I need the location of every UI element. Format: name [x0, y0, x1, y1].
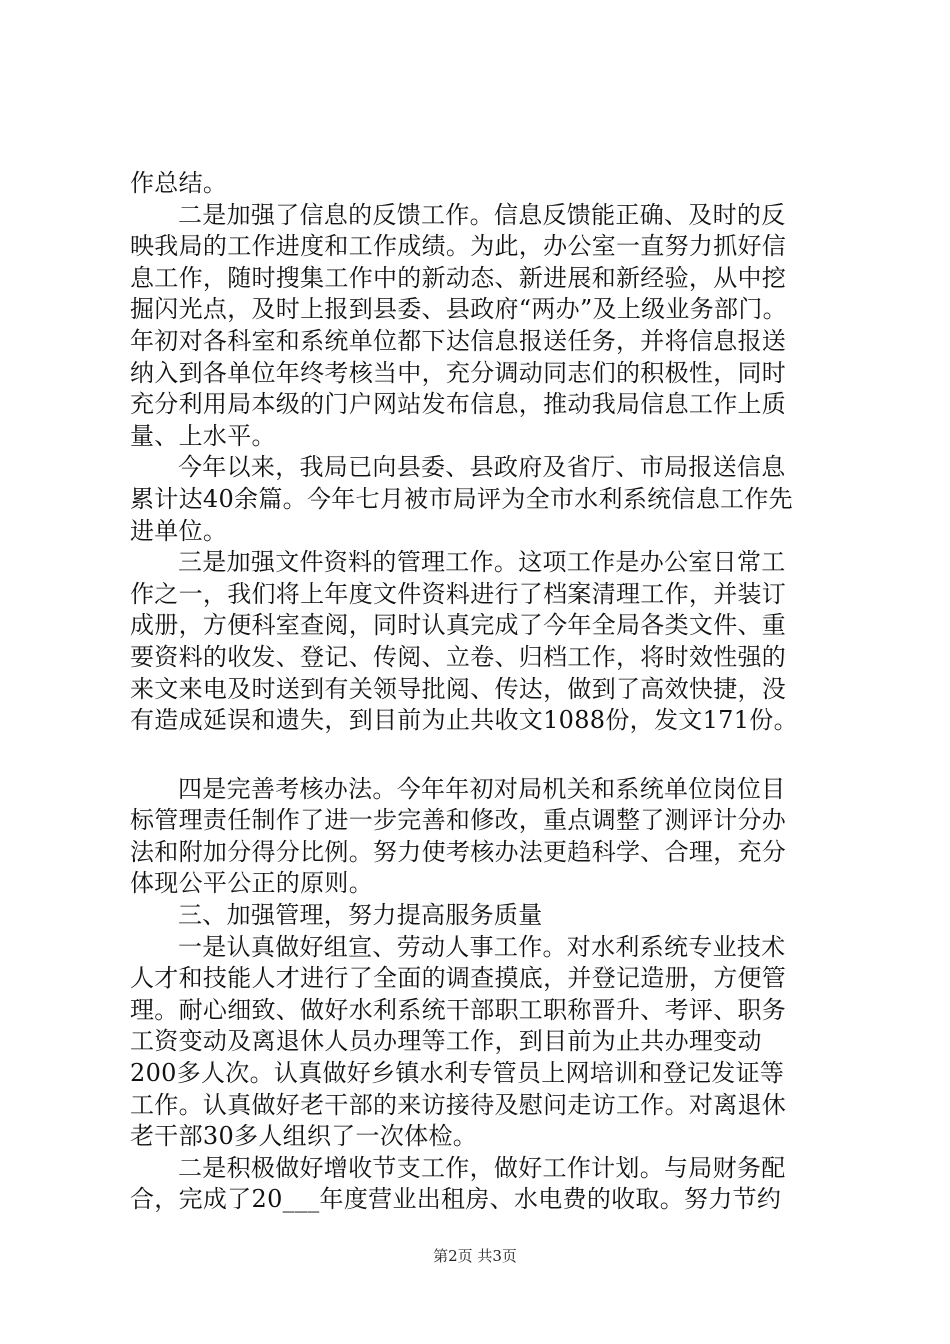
text-line: 要资料的收发、登记、传阅、立卷、归档工作，将时效性强的	[130, 642, 787, 671]
section-heading: 三、加强管理，努力提高服务质量	[178, 901, 543, 930]
text-line: 来文来电及时送到有关领导批阅、传达，做到了高效快捷，没	[130, 674, 787, 703]
text-line: 二是积极做好增收节支工作，做好工作计划。与局财务配	[178, 1153, 786, 1182]
text-line: 纳入到各单位年终考核当中，充分调动同志们的积极性，同时	[130, 358, 787, 387]
text-line: 工资变动及离退休人员办理等工作，到目前为止共办理变动	[130, 1027, 762, 1056]
text-line: 进单位。	[130, 516, 228, 545]
text-line: 有造成延误和遗失，到目前为止共收文1088份，发文171份。	[130, 706, 798, 735]
text-line: 映我局的工作进度和工作成绩。为此，办公室一直努力抓好信	[130, 232, 787, 261]
text-line: 标管理责任制作了进一步完善和修改，重点调整了测评计分办	[130, 806, 787, 835]
paragraph-gap	[130, 737, 830, 774]
text-line: 老干部30多人组织了一次体检。	[130, 1122, 478, 1151]
text-line: 量、上水平。	[130, 421, 276, 450]
text-line: 体现公平公正的原则。	[130, 869, 373, 898]
page-number-footer: 第2页 共3页	[433, 1247, 517, 1265]
text-line: 年初对各科室和系统单位都下达信息报送任务，并将信息报送	[130, 326, 787, 355]
text-line: 作之一，我们将上年度文件资料进行了档案清理工作，并装订	[130, 579, 787, 608]
document-body	[130, 168, 830, 1216]
text-line: 200多人次。认真做好乡镇水利专管员上网培训和登记发证等	[130, 1059, 785, 1088]
text-line: 人才和技能人才进行了全面的调查摸底，并登记造册，方便管	[130, 964, 787, 993]
text-line: 掘闪光点，及时上报到县委、县政府“两办”及上级业务部门。	[130, 295, 787, 324]
text-line: 累计达40余篇。今年七月被市局评为全市水利系统信息工作先	[130, 484, 793, 513]
text-line: 二是加强了信息的反馈工作。信息反馈能正确、及时的反	[178, 200, 786, 229]
text-line: 成册，方便科室查阅，同时认真完成了今年全局各类文件、重	[130, 611, 787, 640]
text-line: 今年以来，我局已向县委、县政府及省厅、市局报送信息	[178, 453, 786, 482]
text-line: 作总结。	[130, 169, 228, 197]
text-line: 充分利用局本级的门户网站发布信息，推动我局信息工作上质	[130, 390, 787, 419]
text-line: 三是加强文件资料的管理工作。这项工作是办公室日常工	[178, 548, 786, 577]
text-line: 一是认真做好组宣、劳动人事工作。对水利系统专业技术	[178, 932, 786, 961]
text-line: 法和附加分得分比例。努力使考核办法更趋科学、合理，充分	[130, 837, 787, 866]
text-line: 四是完善考核办法。今年年初对局机关和系统单位岗位目	[178, 774, 786, 803]
text-line: 息工作，随时搜集工作中的新动态、新进展和新经验，从中挖	[130, 263, 787, 292]
text-line: 合，完成了20___年度营业出租房、水电费的收取。努力节约	[130, 1185, 782, 1214]
text-line: 理。耐心细致、做好水利系统干部职工职称晋升、考评、职务	[130, 995, 787, 1024]
text-line: 工作。认真做好老干部的来访接待及慰问走访工作。对离退休	[130, 1090, 787, 1119]
